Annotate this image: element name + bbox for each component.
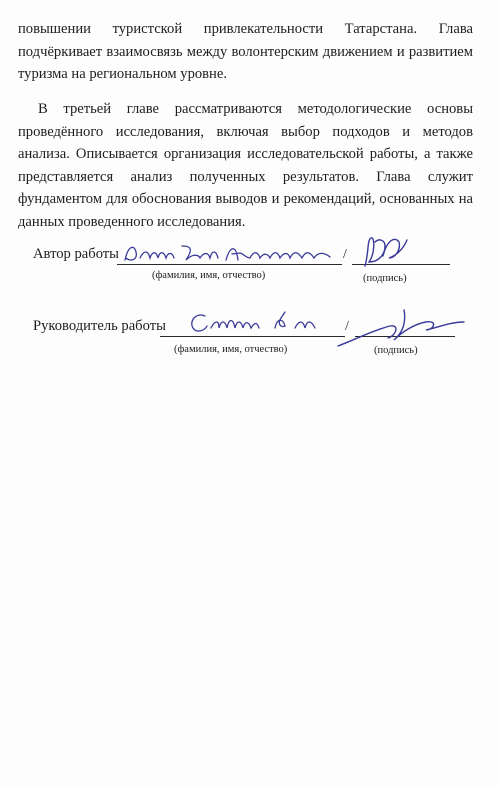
supervisor-separator: / [345, 319, 349, 334]
author-separator: / [343, 247, 347, 262]
supervisor-label: Руководитель работы [33, 318, 166, 334]
author-signature [355, 232, 415, 272]
supervisor-handwritten-name [185, 308, 325, 336]
author-label: Автор работы [33, 246, 119, 262]
author-handwritten-name [120, 240, 342, 266]
supervisor-name-caption: (фамилия, имя, отчество) [174, 344, 288, 355]
paragraph-2: В третьей главе рассматриваются методологические основы проведённого исследования, включая выбор подходов и методов анализа. Описывается организация исследовательской работы, а также представляется анализ полученных результатов. Глава служит фундаментом для обоснования выводов и рекомендаций, основанных на данных проведенного исследования. [18, 101, 473, 230]
supervisor-name-line [160, 336, 345, 337]
author-signature-caption: (подпись) [363, 273, 407, 284]
supervisor-signature-caption: (подпись) [374, 345, 418, 356]
paragraph-1: повышении туристской привлекательности Татарстана. Глава подчёркивает взаимосвязь между волонтерским движением и развитием туризма на региональном уровне. [18, 21, 473, 82]
author-name-caption: (фамилия, имя, отчество) [152, 270, 266, 281]
